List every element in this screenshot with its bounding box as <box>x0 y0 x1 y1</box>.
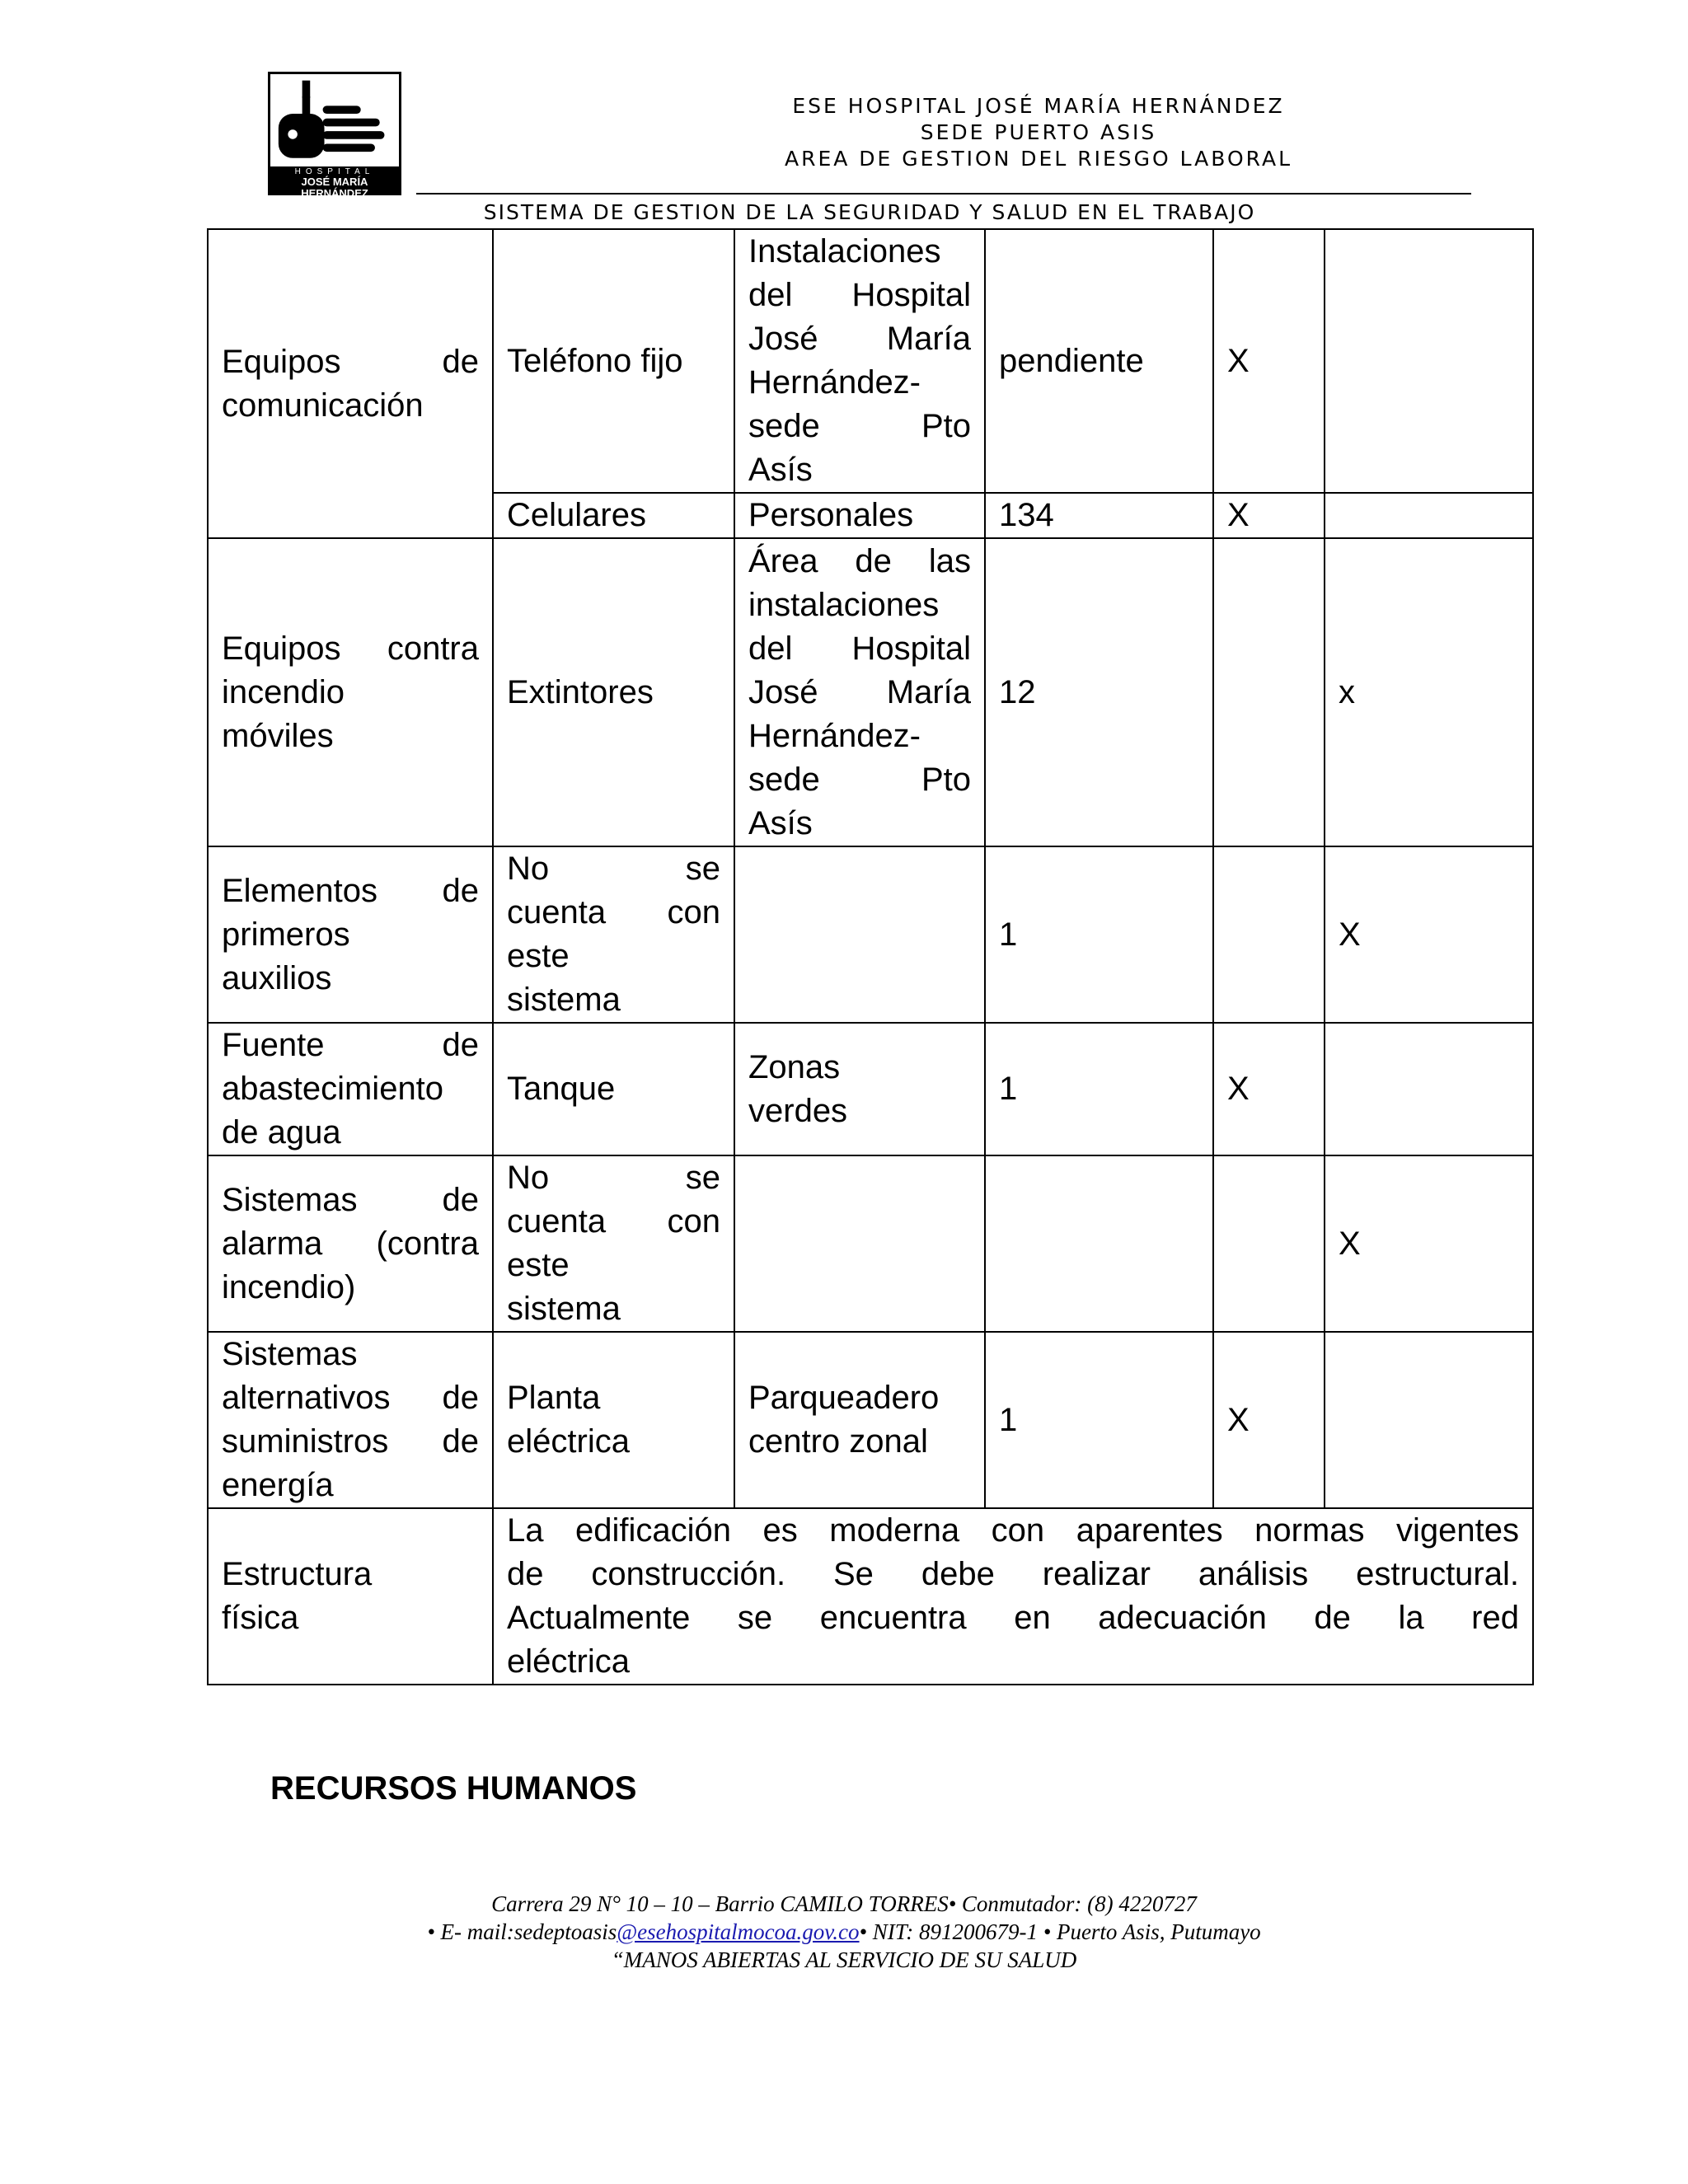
logo-text-name: JOSÉ MARÍA HERNÁNDEZ <box>301 176 368 199</box>
mark-cell: x <box>1325 538 1533 846</box>
table-row <box>208 1155 1533 1332</box>
logo-band <box>270 166 399 205</box>
mark-cell: X <box>1213 229 1325 493</box>
letterhead-line-2: SEDE PUERTO ASIS <box>920 120 1157 144</box>
table-row <box>208 1332 1533 1508</box>
header-rule <box>416 193 1471 194</box>
mark-cell <box>1213 846 1325 1023</box>
description-cell: La edificación es moderna con aparentes normas vigentes de construcción. Se debe realizar análisis estructural. Actualmente se encuentra en adecuación de la red eléctrica <box>493 1508 1533 1685</box>
resource-cell: Teléfono fijo <box>493 229 734 493</box>
letterhead <box>462 93 1615 172</box>
table-row <box>208 229 1533 493</box>
resource-cell: Extintores <box>493 538 734 846</box>
mark-cell <box>1213 538 1325 846</box>
footer-slogan: “MANOS ABIERTAS AL SERVICIO DE SU SALUD <box>611 1947 1077 1972</box>
letterhead-line-1: ESE HOSPITAL JOSÉ MARÍA HERNÁNDEZ <box>792 94 1285 118</box>
quantity-cell: 12 <box>985 538 1213 846</box>
footer-email-prefix: E- mail:sedeptoasis <box>440 1919 617 1944</box>
resource-cell: Planta eléctrica <box>493 1332 734 1508</box>
quantity-cell: pendiente <box>985 229 1213 493</box>
quantity-cell: 1 <box>985 846 1213 1023</box>
resources-table <box>207 228 1534 1685</box>
footer-contact <box>0 1918 1688 1946</box>
hospital-logo <box>268 72 401 205</box>
category-cell: Equipos contra incendio móviles <box>208 538 493 846</box>
location-cell: Parqueadero centro zonal <box>734 1332 985 1508</box>
table-row <box>208 1023 1533 1155</box>
resource-cell: No se cuenta con este sistema <box>493 846 734 1023</box>
category-cell: Fuente de abastecimiento de agua <box>208 1023 493 1155</box>
location-cell: Personales <box>734 493 985 538</box>
mark-cell: X <box>1213 1332 1325 1508</box>
resource-cell: Tanque <box>493 1023 734 1155</box>
table-row <box>208 846 1533 1023</box>
letterhead-line-3: AREA DE GESTION DEL RIESGO LABORAL <box>784 147 1293 171</box>
location-cell <box>734 846 985 1023</box>
mark-cell <box>1325 1023 1533 1155</box>
resource-cell: No se cuenta con este sistema <box>493 1155 734 1332</box>
footer-address: Carrera 29 N° 10 – 10 – Barrio CAMILO TORRES• Conmutador: (8) 4220727 <box>491 1891 1197 1916</box>
category-cell: Sistemas de alarma (contra incendio) <box>208 1155 493 1332</box>
quantity-cell <box>985 1155 1213 1332</box>
table-row <box>208 538 1533 846</box>
mark-cell: X <box>1213 493 1325 538</box>
logo-text-hospital: HOSPITAL <box>294 167 375 176</box>
category-cell: Elementos de primeros auxilios <box>208 846 493 1023</box>
location-cell: Área de las instalaciones del Hospital José María Hernández- sede Pto Asís <box>734 538 985 846</box>
mark-cell <box>1325 493 1533 538</box>
location-cell: Zonas verdes <box>734 1023 985 1155</box>
footer-bullet: • <box>427 1919 435 1944</box>
quantity-cell: 134 <box>985 493 1213 538</box>
mark-cell <box>1325 229 1533 493</box>
logo-text-tagline: EMPRESA SOCIAL DEL ESTADO <box>297 200 373 205</box>
quantity-cell: 1 <box>985 1332 1213 1508</box>
footer-email-link[interactable]: @esehospitalmocoa.gov.co <box>617 1919 860 1944</box>
category-cell: Estructura física <box>208 1508 493 1685</box>
table-row <box>208 1508 1533 1685</box>
footer-nit: • NIT: 891200679-1 • Puerto Asis, Putumayo <box>859 1919 1261 1944</box>
category-cell: Sistemas alternativos de suministros de energía <box>208 1332 493 1508</box>
section-title: RECURSOS HUMANOS <box>270 1770 637 1807</box>
mark-cell <box>1325 1332 1533 1508</box>
mark-cell: X <box>1213 1023 1325 1155</box>
quantity-cell: 1 <box>985 1023 1213 1155</box>
location-cell: Instalaciones del Hospital José María Hernández- sede Pto Asís <box>734 229 985 493</box>
letterhead-subtitle: SISTEMA DE GESTION DE LA SEGURIDAD Y SALUD EN EL TRABAJO <box>483 200 1256 224</box>
category-cell: Equipos de comunicación <box>208 229 493 538</box>
mark-cell <box>1213 1155 1325 1332</box>
mark-cell: X <box>1325 846 1533 1023</box>
resource-cell: Celulares <box>493 493 734 538</box>
location-cell <box>734 1155 985 1332</box>
mark-cell: X <box>1325 1155 1533 1332</box>
